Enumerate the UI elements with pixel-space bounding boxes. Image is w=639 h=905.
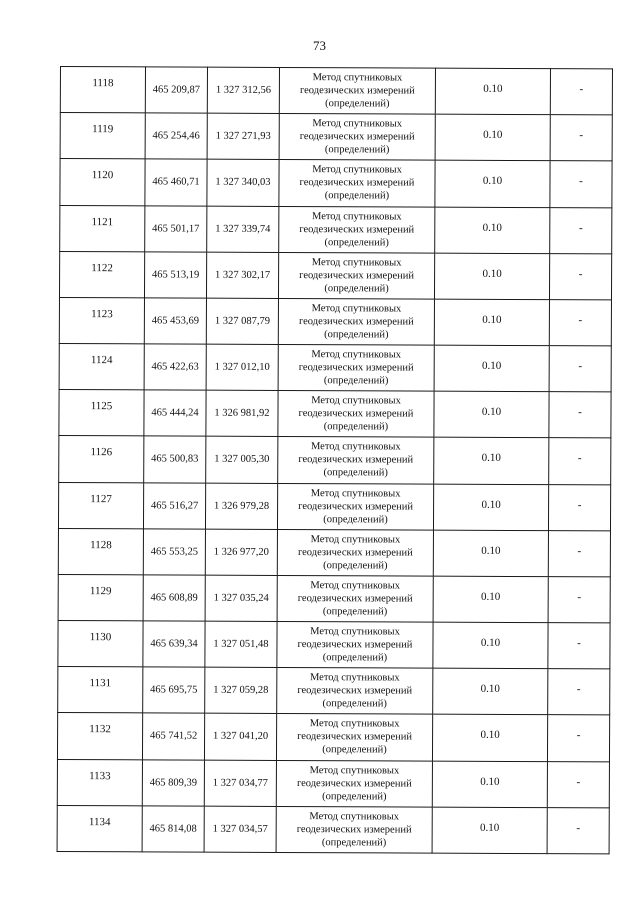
- coordinate-y-cell: 1 327 340,03: [207, 159, 279, 205]
- coordinate-y-cell: 1 326 979,28: [205, 483, 277, 529]
- point-number-cell: 1124: [59, 344, 144, 391]
- table-row: [60, 159, 612, 208]
- note-cell: -: [547, 807, 609, 854]
- accuracy-cell: 0.10: [435, 68, 550, 115]
- table-row: [59, 436, 611, 485]
- point-number-cell: 1121: [60, 205, 145, 252]
- coordinate-y-cell: 1 327 035,24: [205, 575, 277, 621]
- method-text-line1: Метод спутниковых: [311, 349, 402, 361]
- coordinate-x-cell: 465 741,52: [142, 713, 204, 759]
- method-text-line3: (определений): [323, 375, 389, 387]
- method-cell: [279, 114, 435, 161]
- table-row: [60, 67, 612, 116]
- accuracy-cell: 0.10: [434, 253, 549, 300]
- method-cell: [278, 298, 434, 345]
- method-cell: [279, 67, 435, 114]
- coordinate-x-cell: 465 639,34: [143, 621, 205, 667]
- coordinate-y-cell: 1 326 981,92: [206, 390, 278, 436]
- accuracy-cell: 0.10: [433, 622, 548, 669]
- method-text-line1: Метод спутниковых: [309, 764, 400, 777]
- coordinate-x-cell: 465 460,71: [145, 159, 207, 205]
- method-text-line2: геодезических измерений: [297, 593, 413, 605]
- coordinates-table: [57, 66, 613, 854]
- point-number-cell: 1129: [58, 574, 143, 621]
- point-number-cell: 1126: [59, 436, 144, 483]
- table-row: [58, 574, 610, 623]
- method-cell: [276, 714, 432, 761]
- method-text-line3: (определений): [324, 190, 390, 202]
- method-cell: [276, 760, 432, 807]
- method-cell: [277, 668, 433, 715]
- method-text-line3: (определений): [325, 98, 390, 110]
- method-text-line1: Метод спутниковых: [311, 256, 402, 269]
- coordinate-y-cell: 1 327 012,10: [206, 344, 278, 390]
- method-cell: [277, 529, 433, 576]
- accuracy-cell: 0.10: [433, 484, 548, 531]
- note-cell: -: [549, 253, 611, 299]
- table-row: [58, 482, 610, 531]
- point-number-cell: 1127: [58, 482, 143, 529]
- method-text-line1: Метод спутниковых: [311, 395, 401, 407]
- method-text-line1: Метод спутниковых: [309, 672, 400, 684]
- coordinate-y-cell: 1 327 034,57: [204, 806, 276, 853]
- method-cell: [277, 622, 433, 669]
- method-text-line1: Метод спутниковых: [309, 718, 400, 730]
- method-text-line1: Метод спутниковых: [312, 72, 403, 84]
- method-text-line3: (определений): [321, 837, 387, 849]
- table-row: [59, 251, 611, 300]
- coordinate-y-cell: 1 327 312,56: [207, 67, 279, 113]
- point-number-cell: 1118: [60, 67, 145, 114]
- coordinate-x-cell: 465 608,89: [143, 575, 205, 621]
- coordinates-table-body: [57, 67, 612, 854]
- method-text-line3: (определений): [322, 744, 387, 756]
- method-text-line3: (определений): [322, 698, 387, 710]
- note-cell: -: [549, 438, 611, 484]
- accuracy-cell: 0.10: [435, 160, 550, 207]
- table-row: [60, 205, 612, 254]
- method-text-line2: геодезических измерений: [298, 315, 414, 328]
- coordinate-y-cell: 1 327 271,93: [207, 113, 279, 159]
- accuracy-cell: 0.10: [432, 715, 547, 762]
- coordinate-y-cell: 1 327 034,77: [204, 760, 276, 806]
- method-text-line2: геодезических измерений: [296, 777, 412, 790]
- note-cell: -: [548, 669, 610, 715]
- method-text-line2: геодезических измерений: [299, 223, 415, 236]
- accuracy-cell: 0.10: [434, 299, 549, 346]
- table-row: [58, 621, 610, 670]
- method-text-line1: Метод спутниковых: [312, 118, 403, 130]
- method-text-line2: геодезических измерений: [299, 85, 415, 97]
- method-text-line2: геодезических измерений: [298, 408, 414, 420]
- page-number: 73: [313, 38, 326, 53]
- coordinate-x-cell: 465 809,39: [142, 759, 204, 805]
- point-number-cell: 1125: [59, 390, 144, 437]
- method-text-line2: геодезических измерений: [299, 269, 415, 282]
- coordinate-x-cell: 465 501,17: [145, 205, 207, 251]
- method-text-line3: (определений): [323, 421, 389, 433]
- point-number-cell: 1120: [60, 159, 145, 206]
- method-text-line1: Метод спутниковых: [309, 810, 400, 823]
- method-text-line3: (определений): [323, 513, 388, 526]
- coordinate-x-cell: 465 814,08: [142, 806, 204, 853]
- coordinate-y-cell: 1 327 302,17: [206, 252, 278, 298]
- coordinate-y-cell: 1 326 977,20: [205, 529, 277, 575]
- method-text-line3: (определений): [322, 790, 387, 803]
- point-number-cell: 1119: [60, 113, 145, 160]
- method-text-line3: (определений): [322, 606, 388, 618]
- method-cell: [278, 391, 434, 438]
- coordinate-x-cell: 465 209,87: [145, 67, 207, 113]
- method-text-line1: Метод спутниковых: [311, 303, 402, 315]
- note-cell: -: [548, 623, 610, 669]
- method-text-line1: Метод спутниковых: [310, 626, 400, 638]
- method-text-line2: геодезических измерений: [298, 500, 414, 513]
- accuracy-cell: 0.10: [432, 761, 547, 808]
- coordinate-y-cell: 1 327 051,48: [205, 621, 277, 667]
- accuracy-cell: 0.10: [433, 668, 548, 715]
- coordinate-y-cell: 1 327 005,30: [206, 437, 278, 483]
- point-number-cell: 1123: [59, 297, 144, 344]
- coordinate-x-cell: 465 516,27: [143, 482, 205, 528]
- method-text-line2: геодезических измерений: [298, 454, 414, 466]
- method-text-line3: (определений): [322, 652, 388, 664]
- accuracy-cell: 0.10: [434, 391, 549, 438]
- coordinate-x-cell: 465 500,83: [144, 436, 206, 482]
- method-text-line2: геодезических измерений: [297, 639, 413, 651]
- note-cell: -: [549, 392, 611, 438]
- method-text-line1: Метод спутниковых: [310, 580, 401, 592]
- method-text-line1: Метод спутниковых: [310, 533, 401, 546]
- accuracy-cell: 0.10: [432, 807, 547, 854]
- accuracy-cell: 0.10: [434, 438, 549, 485]
- method-cell: [279, 206, 435, 253]
- method-text-line2: геодезических измерений: [297, 731, 413, 744]
- table-row: [59, 297, 611, 346]
- coordinate-x-cell: 465 444,24: [144, 390, 206, 436]
- method-cell: [277, 575, 433, 622]
- table-row: [58, 528, 610, 577]
- method-text-line3: (определений): [324, 236, 389, 249]
- method-cell: [276, 806, 432, 853]
- method-text-line2: геодезических измерений: [298, 362, 414, 374]
- method-text-line2: геодезических измерений: [296, 823, 412, 836]
- note-cell: -: [548, 484, 610, 530]
- table-row: [58, 667, 610, 716]
- note-cell: -: [550, 69, 612, 115]
- point-number-cell: 1122: [59, 251, 144, 298]
- accuracy-cell: 0.10: [435, 114, 550, 161]
- accuracy-cell: 0.10: [435, 207, 550, 254]
- method-text-line1: Метод спутниковых: [310, 487, 401, 500]
- method-text-line1: Метод спутниковых: [310, 441, 401, 453]
- accuracy-cell: 0.10: [433, 576, 548, 623]
- method-text-line3: (определений): [323, 559, 388, 572]
- coordinate-x-cell: 465 254,46: [145, 113, 207, 159]
- table-row: [57, 805, 609, 854]
- coordinate-x-cell: 465 422,63: [144, 344, 206, 390]
- coordinate-x-cell: 465 695,75: [143, 667, 205, 713]
- point-number-cell: 1134: [57, 805, 142, 852]
- method-cell: [277, 483, 433, 530]
- table-row: [59, 344, 611, 393]
- coordinate-x-cell: 465 453,69: [144, 298, 206, 344]
- table-row: [57, 759, 609, 808]
- method-text-line3: (определений): [323, 467, 388, 479]
- method-text-line2: геодезических измерений: [299, 177, 415, 189]
- method-text-line2: геодезических измерений: [297, 546, 413, 559]
- note-cell: -: [549, 346, 611, 392]
- table-row: [57, 713, 609, 762]
- coordinate-y-cell: 1 327 059,28: [205, 667, 277, 713]
- coordinate-y-cell: 1 327 087,79: [206, 298, 278, 344]
- coordinate-x-cell: 465 513,19: [144, 252, 206, 298]
- method-text-line3: (определений): [324, 282, 389, 295]
- note-cell: -: [547, 761, 609, 807]
- method-text-line2: геодезических измерений: [297, 685, 413, 697]
- table-row: [59, 390, 611, 439]
- coordinate-y-cell: 1 327 339,74: [207, 206, 279, 252]
- point-number-cell: 1130: [58, 621, 143, 668]
- method-cell: [278, 344, 434, 391]
- note-cell: -: [549, 299, 611, 345]
- coordinate-y-cell: 1 327 041,20: [204, 714, 276, 760]
- method-text-line2: геодезических измерений: [299, 131, 415, 143]
- note-cell: -: [550, 207, 612, 253]
- accuracy-cell: 0.10: [434, 345, 549, 392]
- note-cell: -: [548, 530, 610, 576]
- method-cell: [278, 437, 434, 484]
- method-text-line3: (определений): [324, 144, 390, 156]
- method-text-line3: (определений): [324, 329, 389, 341]
- coordinate-x-cell: 465 553,25: [143, 529, 205, 575]
- table-row: [60, 113, 612, 162]
- note-cell: -: [550, 161, 612, 207]
- point-number-cell: 1133: [57, 759, 142, 806]
- note-cell: -: [548, 577, 610, 623]
- method-text-line1: Метод спутниковых: [311, 210, 402, 223]
- note-cell: -: [547, 715, 609, 761]
- method-text-line1: Метод спутниковых: [312, 164, 402, 176]
- point-number-cell: 1131: [58, 667, 143, 714]
- accuracy-cell: 0.10: [433, 530, 548, 577]
- point-number-cell: 1128: [58, 528, 143, 575]
- note-cell: -: [550, 115, 612, 161]
- method-cell: [278, 252, 434, 299]
- point-number-cell: 1132: [57, 713, 142, 760]
- method-cell: [279, 160, 435, 207]
